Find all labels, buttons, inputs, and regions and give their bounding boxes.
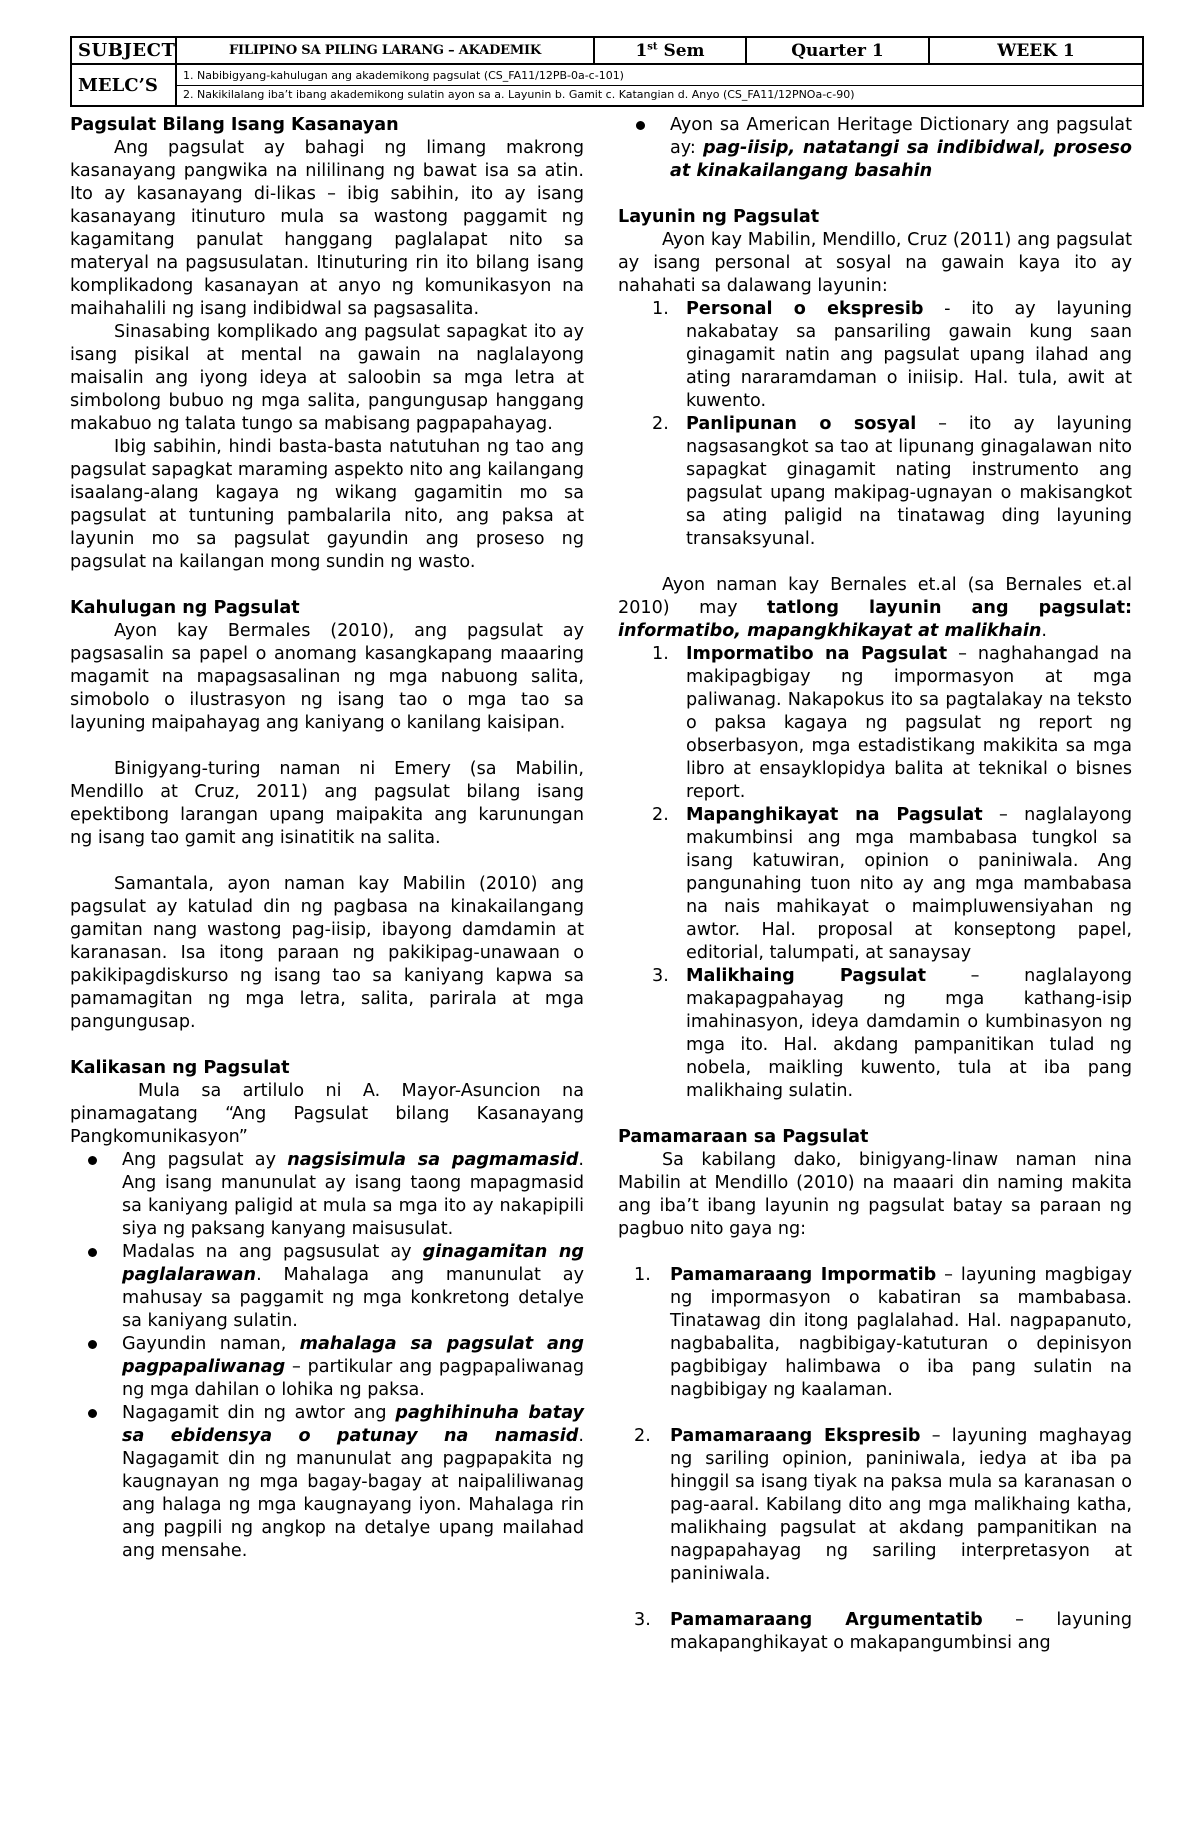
list-item: 1. Personal o ekspresib - ito ay layuning nakabatay sa pansariling gawain kung saan ginagamit natin ang pagsulat upang ilahad ang ating nararamdaman o iniisip. Hal. tula, awit at kuwento. [652, 299, 1132, 411]
list-item: Madalas na ang pagsusulat ay ginagamitan ng paglalarawan. Mahalaga ang manunulat ay mahusay sa paggamit ng mga konkretong detalye sa kaniyang sulatin. [70, 1241, 584, 1333]
content-columns [70, 114, 1142, 1834]
melc-item-1: 1. Nabibigyang-kahulugan ang akademikong pagsulat (CS_FA11/12PB-0a-c-101) [183, 68, 624, 82]
pamamaraan-list [618, 1264, 1132, 1655]
list-item: 2. Pamamaraang Ekspresib – layuning maghayag ng sariling opinion, paniniwala, iedya at iba pa hinggil sa isang tiyak na paksa mula sa karanasan o pag-aaral. Kabilang dito ang mga malikhaing katha, malikhaing pagsulat at akdang pampanitikan na nagpapahayag ng sariling interpretasyon at paniniwala. [634, 1426, 1132, 1584]
list-item: Ang pagsulat ay nagsisimula sa pagmamasid. Ang isang manunulat ay isang taong mapagmasid sa kaniyang paligid at mula sa mga ito ay nakapipili siya ng paksang kanyang maisusulat. [70, 1149, 584, 1241]
paragraph: Ayon naman kay Bernales et.al (sa Bernales et.al 2010) may tatlong layunin ang pagsulat: informatibo, mapangkhikayat at malikhain. [618, 575, 1133, 641]
list-item: Nagagamit din ng awtor ang paghihinuha batay sa ebidensya o patunay na namasid. Nagagamit din ng manunulat ang pagpapakita ng kaugnayan ng mga bagay-bagay at naipaliliwanag ang halaga ng mga kaugnayang iyon. Mahalaga rin ang pagpili ng angkop na detalye upang mailahad ang mensahe. [70, 1402, 584, 1563]
paragraph: Binigyang-turing naman ni Emery (sa Mabilin, Mendillo at Cruz, 2011) ang pagsulat bilang isang epektibong larangan upang maipakita ang karunungan ng isang tao gamit ang isinatitik na salita. [70, 759, 584, 848]
tatlong-layunin-list [618, 643, 1132, 1103]
subject-label: SUBJECT [71, 37, 176, 64]
layunin-list [618, 298, 1132, 551]
paragraph: Ang pagsulat ay bahagi ng limang makrong kasanayang pangwika na nililinang ng bawat isa sa atin. Ito ay kasanayang di-likas – ibig sabihin, ito ay isang kasanayang itinuturo mula sa wastong paggamit ng kagamitang panulat hanggang paglalapat nito sa materyal na pagsusulatan. Itinuturing rin ito bilang isang komplikadong kasanayan at anyo ng komunikasyon na maihahalili ng isang indibidwal sa pagsasalita. [70, 138, 584, 319]
list-item: 1. Impormatibo na Pagsulat – naghahangad na makipagbigay ng impormasyon at mga paliwanag. Nakapokus ito sa pagtalakay na teksto o paksa kagaya ng pagsulat ng report ng obserbasyon, mga estadistikang makikita sa mga libro at ensayklopidya balita at teknikal o bisnes report. [652, 644, 1132, 802]
kalikasan-bullet-list [70, 1149, 584, 1563]
header-table [70, 36, 1144, 107]
semester-word: Sem [657, 40, 705, 61]
section-title-layunin: Layunin ng Pagsulat [618, 207, 820, 227]
semester-cell [594, 37, 746, 64]
paragraph: Ayon kay Bermales (2010), ang pagsulat ay pagsasalin sa papel o anomang kasangkapang maaaring magamit na mapagsasalinan ng mga nabuong salita, simobolo o ilustrasyon ng isang tao o mga tao sa layuning maipahayag ang kaniyang o kanilang kaisipan. [70, 621, 584, 733]
quarter-cell: Quarter 1 [746, 37, 929, 64]
list-item: 3. Malikhaing Pagsulat – naglalayong makapagpahayag ng mga kathang-isip imahinasyon, ideya damdamin o kumbinasyon ng mga ito. Hal. akdang pampanitikan tulad ng nobela, maikling kuwento, tula at iba pang malikhaing sulatin. [652, 966, 1133, 1101]
section-title-kahulugan: Kahulugan ng Pagsulat [70, 598, 300, 618]
melc-label: MELC’S [71, 64, 176, 106]
paragraph: Ayon kay Mabilin, Mendillo, Cruz (2011) ang pagsulat ay isang personal at sosyal na gawain kaya ito ay nahahati sa dalawang layunin: [618, 230, 1132, 296]
list-item: Gayundin naman, mahalaga sa pagsulat ang pagpapaliwanag – partikular ang pagpapaliwanag ng mga dahilan o lohika ng paksa. [70, 1333, 584, 1402]
list-item: 2. Mapanghikayat na Pagsulat – naglalayong makumbinsi ang mga mambabasa tungkol sa isang katuwiran, opinion o paniniwala. Ang pangunahing tuon nito ay ang mga mambabasa na nais mahikayat o maimpluwensiyahan ng awtor. Hal. proposal at konseptong papel, editorial, talumpati, at sanaysay [652, 805, 1133, 963]
definition-bullet [618, 114, 1132, 183]
paragraph: Ibig sabihin, hindi basta-basta natutuhan ng tao ang pagsulat sapagkat maraming aspekto nito ang kailangang isaalang-alang kagaya ng wikang gagamitin mo sa pagsulat at tuntuning pambalarila nito, ang paksa at layunin mo sa pagsulat gayundin ang proseso ng pagsulat na kailangan mong sundin ng wasto. [70, 437, 584, 572]
module-page [70, 36, 1142, 1653]
list-item: Ayon sa American Heritage Dictionary ang pagsulat ay: pag-iisip, natatangi sa indibidwal, proseso at kinakailangang basahin [618, 114, 1132, 183]
week-cell: WEEK 1 [929, 37, 1143, 64]
list-item: 1. Pamamaraang Impormatib – layuning magbigay ng impormasyon o kabatiran sa mambabasa. Tinatawag din itong paglalahad. Hal. nagpapanuto, nagbabalita, nagbibigay-katuturan o depinisyon pagbibigay halimbawa o iba pang sulatin na nagbibigay ng kaalaman. [634, 1265, 1132, 1400]
paragraph: Sa kabilang dako, binigyang-linaw naman nina Mabilin at Mendillo (2010) na maaari din naming makita ang iba’t ibang layunin ng pagsulat batay sa paraan ng pagbuo nito gaya ng: [618, 1150, 1132, 1239]
melc-item-2: 2. Nakikilalang iba’t ibang akademikong sulatin ayon sa a. Layunin b. Gamit c. Katangian d. Anyo (CS_FA11/12PNOa-c-90) [177, 85, 1142, 104]
semester-number: 1 [635, 40, 648, 61]
paragraph: Mula sa artilulo ni A. Mayor-Asuncion na pinamagatang “Ang Pagsulat bilang Kasanayang Pangkomunikasyon” [70, 1081, 584, 1147]
melc-competencies [176, 64, 1143, 106]
left-column [70, 114, 584, 1563]
list-item: 2. Panlipunan o sosyal – ito ay layuning nagsasangkot sa tao at lipunang ginagalawan nito sapagkat ginagamit nating instrumento ang pagsulat upang makipag-ugnayan o makisangkot sa ating paligid na tinatawag ding layuning transaksyunal. [652, 414, 1132, 549]
list-item: 3. Pamamaraang Argumentatib – layuning makapanghikayat o makapangumbinsi ang [634, 1610, 1132, 1653]
right-column [618, 114, 1132, 1655]
subject-title: FILIPINO SA PILING LARANG – AKADEMIK [176, 37, 594, 64]
section-title-kalikasan: Kalikasan ng Pagsulat [70, 1058, 290, 1078]
section-title-pamamaraan: Pamamaraan sa Pagsulat [618, 1127, 869, 1147]
semester-suffix: st [647, 40, 658, 52]
paragraph: Sinasabing komplikado ang pagsulat sapagkat ito ay isang pisikal at mental na gawain na naglalayong maisalin ang iyong ideya at saloobin sa mga letra at simbolong bubuo ng mga salita, pangungusap hanggang makabuo ng talata tungo sa mabisang pagpapahayag. [70, 322, 584, 434]
section-title-kasanayan: Pagsulat Bilang Isang Kasanayan [70, 115, 399, 135]
paragraph: Samantala, ayon naman kay Mabilin (2010) ang pagsulat ay katulad din ng pagbasa na kinakailangang gamitan nang wastong pag-iisip, ibayong damdamin at karanasan. Isa itong paraan ng pakikipag-unawaan o pakikipagdiskurso ng isang tao sa kaniyang kapwa sa pamamagitan ng mga letra, salita, parirala at mga pangungusap. [70, 874, 584, 1032]
